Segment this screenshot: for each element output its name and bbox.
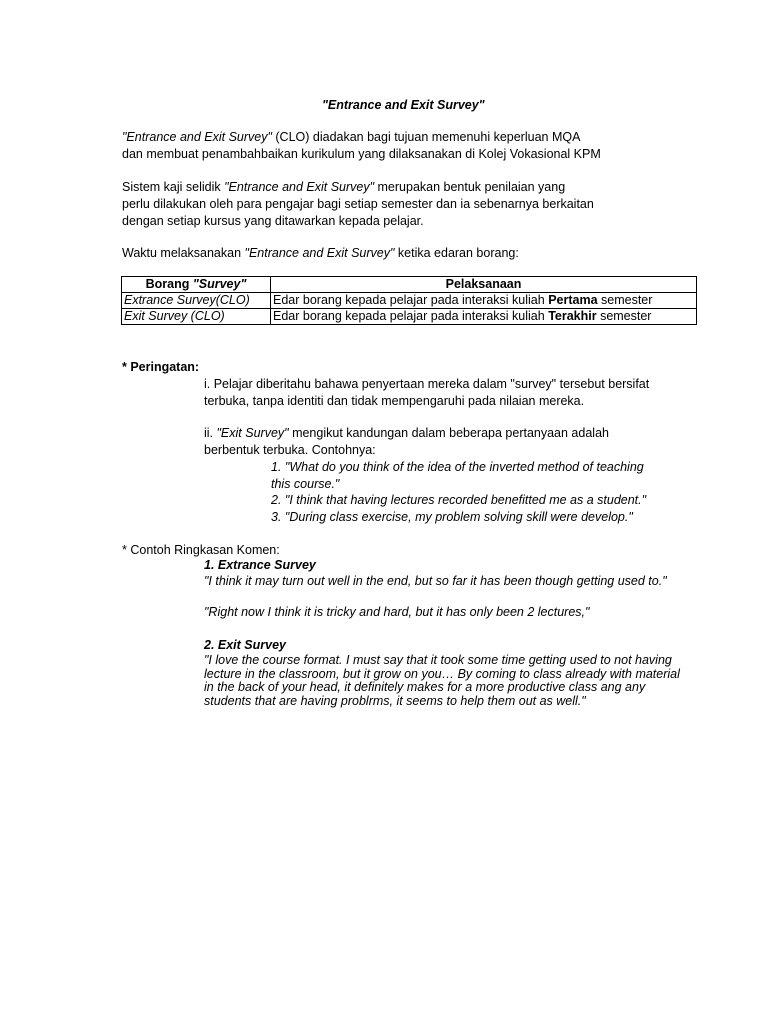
intro-paragraph-2 [122, 179, 565, 195]
example-question: this course." [271, 477, 340, 491]
header-survey-text: "Survey" [192, 277, 247, 291]
exit-survey-emphasis: "Exit Survey" [216, 426, 289, 440]
page-title: "Entrance and Exit Survey" [322, 98, 485, 112]
intro-p1-text: (CLO) diadakan bagi tujuan memenuhi keperluan MQA [271, 130, 581, 144]
table-row [122, 293, 697, 309]
table-cell-borang: Exit Survey (CLO) [122, 309, 271, 325]
survey-name-emphasis: "Entrance and Exit Survey" [224, 180, 375, 194]
intro-p2-line2: perlu dilakukan oleh para pengajar bagi setiap semester dan ia sebenarnya berkaitan [122, 197, 594, 211]
example-question: 2. "I think that having lectures recorded benefitted me as a student." [271, 493, 647, 507]
intro-p2-start: Sistem kaji selidik [122, 180, 225, 194]
peringatan-item-i: i. Pelajar diberitahu bahawa penyertaan mereka dalam "survey" tersebut bersifat [204, 377, 650, 391]
intro-paragraph-1 [122, 129, 580, 145]
entrance-comment: "I think it may turn out well in the end, but so far it has been though getting used to." [204, 574, 667, 588]
peringatan-item-i-line2: terbuka, tanpa identiti dan tidak mempengaruhi pada nilaian mereka. [204, 394, 585, 408]
cell-text: semester [596, 309, 652, 323]
intro-p2-line3: dengan setiap kursus yang ditawarkan kepada pelajar. [122, 214, 424, 228]
table-header-borang [122, 277, 271, 293]
example-question: 1. "What do you think of the idea of the inverted method of teaching [271, 460, 644, 474]
table-header-pelaksanaan: Pelaksanaan [271, 277, 697, 293]
intro-p1-line2: dan membuat penambahbaikan kurikulum yang dilaksanakan di Kolej Vokasional KPM [122, 147, 601, 161]
peringatan-item-ii [204, 425, 609, 441]
cell-text: Edar borang kepada pelajar pada interaksi kuliah [273, 293, 549, 307]
header-borang-text: Borang [145, 277, 193, 291]
cell-text: semester [597, 293, 653, 307]
table-cell-pelaksanaan [271, 309, 697, 325]
peringatan-heading: * Peringatan: [122, 360, 200, 374]
intro-p3-start: Waktu melaksanakan [122, 246, 245, 260]
item-ii-text: mengikut kandungan dalam beberapa pertanyaan adalah [288, 426, 609, 440]
peringatan-item-ii-line2: berbentuk terbuka. Contohnya: [204, 443, 376, 457]
cell-bold-text: Pertama [548, 293, 598, 307]
intro-p2-rest: merupakan bentuk penilaian yang [374, 180, 566, 194]
intro-p3-rest: ketika edaran borang: [394, 246, 519, 260]
table-cell-borang: Extrance Survey(CLO) [122, 293, 271, 309]
cell-bold-text: Terakhir [548, 309, 597, 323]
example-question: 3. "During class exercise, my problem solving skill were develop." [271, 510, 633, 524]
survey-name-emphasis: "Entrance and Exit Survey" [122, 130, 272, 144]
cell-text: Edar borang kepada pelajar pada interaksi kuliah [273, 309, 549, 323]
survey-name-emphasis: "Entrance and Exit Survey" [244, 246, 395, 260]
intro-paragraph-3 [122, 245, 519, 261]
exit-survey-title: 2. Exit Survey [204, 638, 286, 652]
survey-schedule-table [121, 276, 697, 325]
exit-comment: "I love the course format. I must say that it took some time getting used to not having lecture in the classroom, but it grow on you… By coming to class already with material in the back of your head, it definitely makes for a more productive class ang any students that are having problrms, it seems to help them out as well." [204, 653, 680, 708]
entrance-comment: "Right now I think it is tricky and hard, but it has only been 2 lectures," [204, 605, 590, 619]
table-row [122, 309, 697, 325]
table-cell-pelaksanaan [271, 293, 697, 309]
entrance-survey-title: 1. Extrance Survey [204, 558, 316, 572]
item-ii-number: ii. [204, 426, 217, 440]
table-header-row [122, 277, 697, 293]
komen-heading: * Contoh Ringkasan Komen: [122, 543, 280, 557]
